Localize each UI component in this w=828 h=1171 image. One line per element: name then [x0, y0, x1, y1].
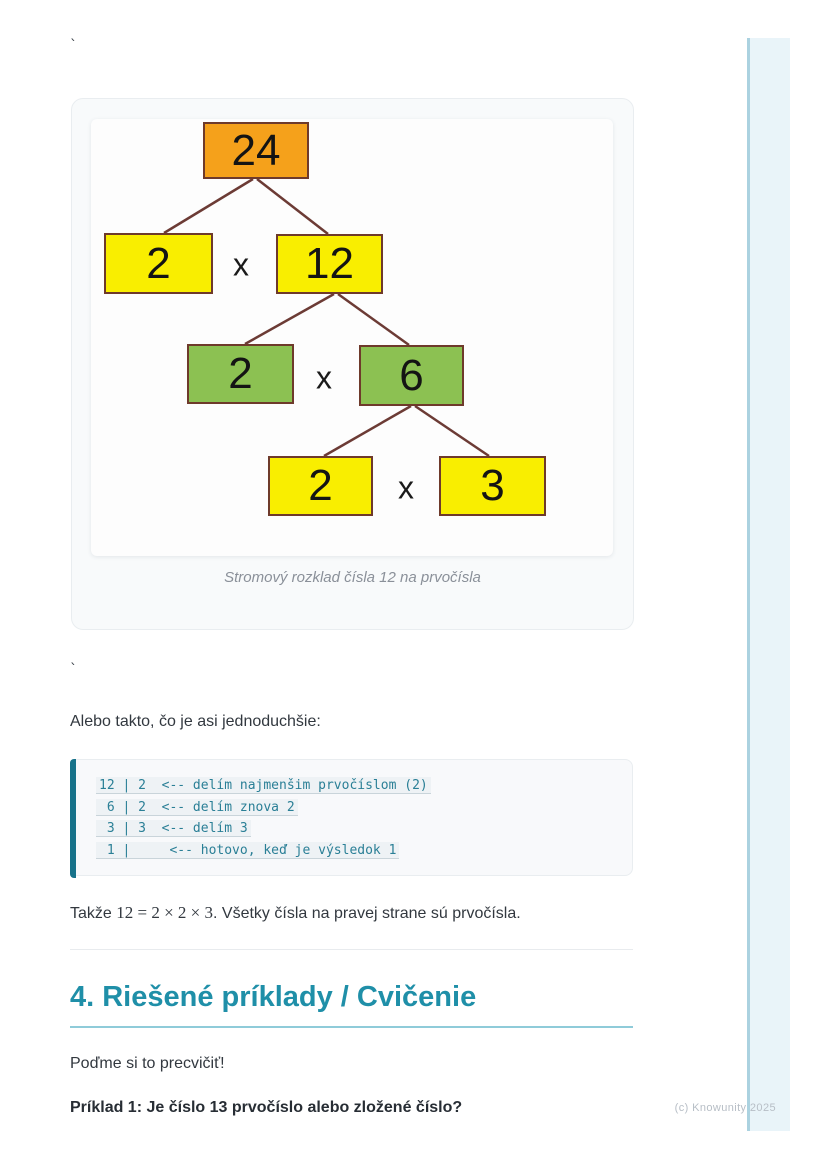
- code-block-accent-bar: [70, 759, 76, 878]
- paragraph-takze: [70, 903, 521, 923]
- code-line: 12 | 2 <-- delím najmenšim prvočíslom (2): [96, 775, 431, 797]
- multiply-operator: x: [398, 469, 414, 506]
- paragraph-alebo: Alebo takto, čo je asi jednoduchšie:: [70, 713, 321, 730]
- math-expression: 12 = 2 × 2 × 3: [116, 903, 214, 922]
- code-block: [70, 759, 633, 876]
- factor-tree-image: [91, 119, 613, 556]
- code-line: 6 | 2 <-- delím znova 2: [96, 797, 431, 819]
- multiply-operator: x: [233, 246, 249, 283]
- tree-node-2-level2: 2: [104, 233, 213, 294]
- multiply-operator: x: [316, 359, 332, 396]
- code-line: 3 | 3 <-- delím 3: [96, 818, 431, 840]
- section-divider: [70, 949, 633, 950]
- tree-node-6: 6: [359, 345, 464, 406]
- section-heading: 4. Riešené príklady / Cvičenie: [70, 981, 633, 1028]
- tree-node-24: 24: [203, 122, 309, 179]
- factor-tree-figure-card: [71, 98, 634, 630]
- tree-node-12: 12: [276, 234, 383, 294]
- code-lines: [96, 775, 431, 861]
- paragraph-podme: Poďme si to precvičiť!: [70, 1055, 225, 1072]
- watermark: (c) Knowunity 2025: [674, 1102, 776, 1114]
- tree-node-2-level4: 2: [268, 456, 373, 516]
- takze-suffix: . Všetky čísla na pravej strane sú prvočísla.: [213, 905, 521, 922]
- tree-node-3: 3: [439, 456, 546, 516]
- tree-node-2-level3: 2: [187, 344, 294, 404]
- takze-prefix: Takže: [70, 905, 117, 922]
- stray-backtick-mid: `: [70, 662, 77, 678]
- side-scrollbar-strip[interactable]: [747, 38, 790, 1131]
- code-line: 1 | <-- hotovo, keď je výsledok 1: [96, 840, 431, 862]
- stray-backtick-top: `: [70, 38, 77, 54]
- paragraph-priklad-1: Príklad 1: Je číslo 13 prvočíslo alebo zložené číslo?: [70, 1099, 463, 1116]
- figure-caption: Stromový rozklad čísla 12 na prvočísla: [224, 569, 481, 586]
